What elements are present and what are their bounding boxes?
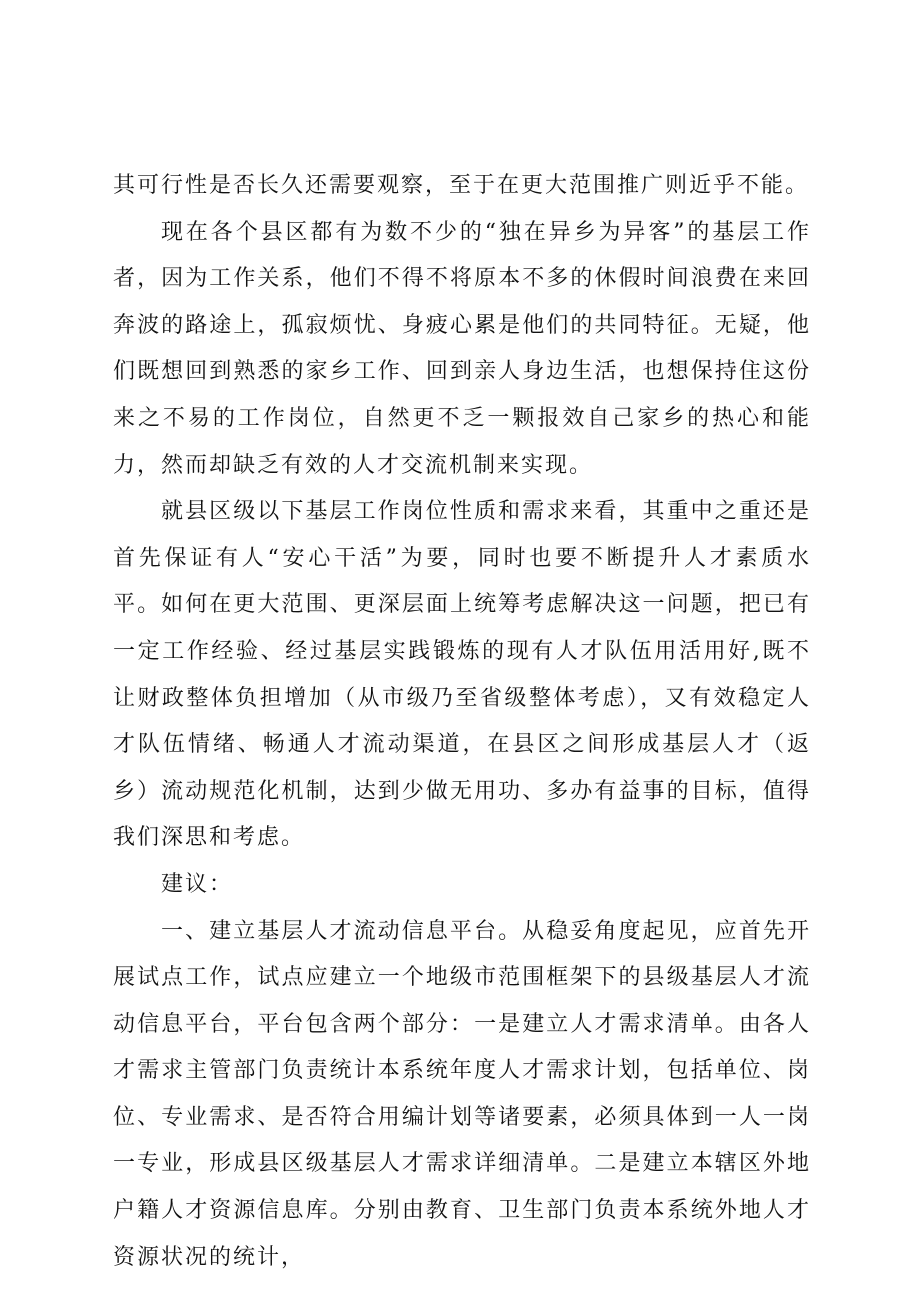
paragraph-suggestion-one: 一、建立基层人才流动信息平台。从稳妥角度起见，应首先开展试点工作，试点应建立一个地级市范围框架下的县级基层人才流动信息平台，平台包含两个部分：一是建立人才需求清单。由各人才需求主管部门负责统计本系统年度人才需求计划，包括单位、岗位、专业需求、是否符合用编计划等诸要素，必须具体到一人一岗一专业，形成县区级基层人才需求详细清单。二是建立本辖区外地户籍人才资源信息库。分别由教育、卫生部门负责本系统外地人才资源状况的统计，	[113, 918, 811, 1270]
paragraph-job-needs: 就县区级以下基层工作岗位性质和需求来看，其重中之重还是首先保证有人“安心干活”为要，同时也要不断提升人才素质水平。如何在更大范围、更深层面上统筹考虑解决这一问题，把已有一定工作经验、经过基层实践锻炼的现有人才队伍用活用好,既不让财政整体负担增加（从市级乃至省级整体考虑），又有效稳定人才队伍情绪、畅通人才流动渠道，在县区之间形成基层人才（返乡）流动规范化机制，达到少做无用功、多办有益事的目标，值得我们深思和考虑。	[113, 499, 811, 851]
paragraph-remote-workers: 现在各个县区都有为数不少的“独在异乡为异客”的基层工作者，因为工作关系，他们不得不将原本不多的休假时间浪费在来回奔波的路途上，孤寂烦忧、身疲心累是他们的共同特征。无疑，他们既想回到熟悉的家乡工作、回到亲人身边生活，也想保持住这份来之不易的工作岗位，自然更不乏一颗报效自己家乡的热心和能力，然而却缺乏有效的人才交流机制来实现。	[113, 219, 811, 478]
paragraph-suggestion-heading: 建议：	[161, 871, 234, 897]
paragraph-continuation: 其可行性是否长久还需要观察，至于在更大范围推广则近乎不能。	[113, 173, 810, 198]
document-body	[113, 163, 811, 1281]
